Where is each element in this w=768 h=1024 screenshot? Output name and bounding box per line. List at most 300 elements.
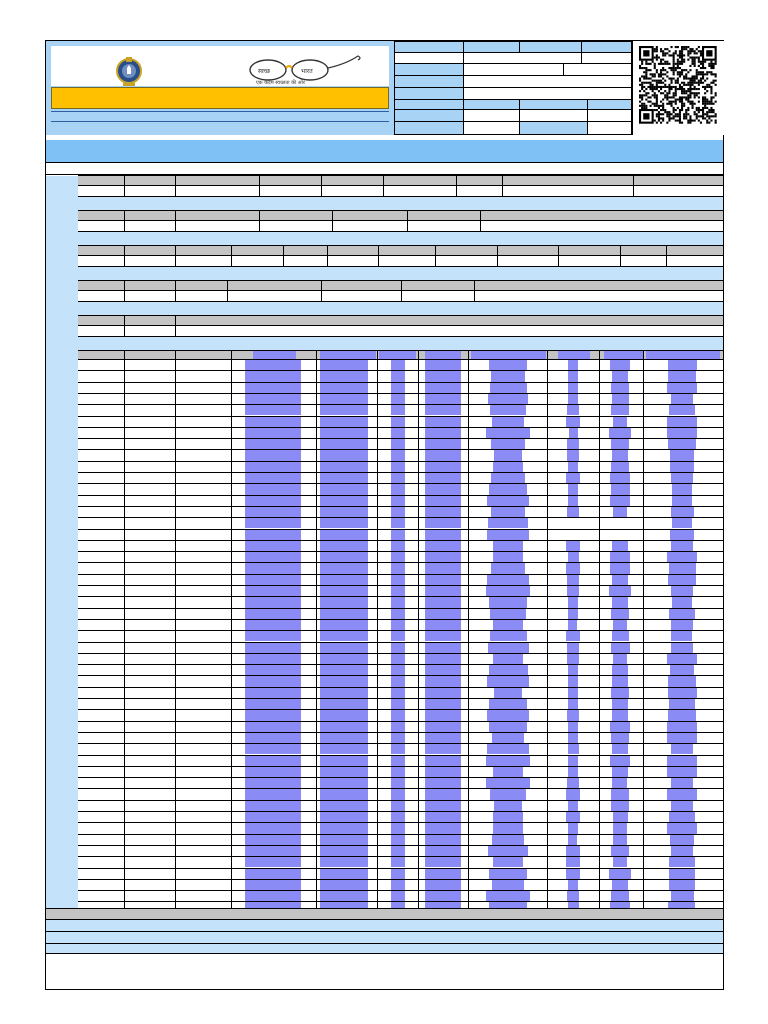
value-bar — [391, 563, 405, 573]
value-bar — [425, 744, 461, 754]
value-bar — [568, 597, 579, 607]
value-bar — [613, 823, 628, 833]
value-bar — [568, 676, 578, 686]
value-bar — [245, 631, 301, 641]
value-bar — [492, 835, 524, 845]
value-bar — [425, 417, 461, 427]
value-bar — [425, 394, 461, 404]
section-spacer — [78, 232, 723, 245]
value-bar — [391, 552, 405, 562]
value-bar — [320, 733, 368, 743]
value-bar — [494, 688, 523, 698]
value-bar — [566, 541, 579, 551]
value-bar — [491, 439, 526, 449]
value-bar — [487, 676, 529, 686]
column-divider — [175, 245, 176, 267]
value-bar — [425, 733, 461, 743]
value-bar — [391, 801, 405, 811]
value-bar — [320, 439, 368, 449]
value-bar — [611, 801, 629, 811]
value-bar — [245, 405, 301, 415]
value-bar — [245, 360, 301, 370]
value-bar — [245, 643, 301, 653]
value-bar — [667, 823, 697, 833]
value-bar — [320, 676, 368, 686]
value-bar — [391, 450, 405, 460]
value-bar — [425, 767, 461, 777]
value-bar — [486, 756, 530, 766]
section-spacer — [78, 302, 723, 315]
value-bar — [567, 891, 578, 901]
value-bar — [611, 484, 630, 494]
swachh-right-text: भारत — [301, 68, 313, 75]
value-bar — [609, 428, 631, 438]
column-divider — [259, 175, 260, 197]
value-bar — [488, 394, 529, 404]
column-divider — [378, 245, 379, 267]
value-bar — [610, 756, 630, 766]
value-bar — [425, 835, 461, 845]
value-bar — [391, 473, 405, 483]
value-bar — [486, 891, 530, 901]
column-divider — [321, 280, 322, 302]
value-bar — [425, 371, 461, 381]
value-bar — [493, 767, 524, 777]
qr-code-icon — [639, 46, 717, 126]
footer-row — [46, 919, 723, 931]
value-bar — [245, 688, 301, 698]
header-bar — [604, 351, 643, 359]
value-bar — [391, 835, 405, 845]
value-bar — [320, 405, 368, 415]
value-bar — [568, 484, 577, 494]
value-bar — [567, 586, 578, 596]
value-bar — [391, 789, 405, 799]
value-bar — [391, 688, 405, 698]
value-bar — [668, 371, 696, 381]
value-bar — [488, 643, 529, 653]
value-bar — [568, 688, 578, 698]
value-bar — [320, 823, 368, 833]
value-bar — [425, 473, 461, 483]
value-bar — [491, 563, 525, 573]
value-bar — [425, 484, 461, 494]
value-bar — [320, 801, 368, 811]
value-bar — [567, 405, 580, 415]
value-bar — [391, 620, 405, 630]
value-bar — [391, 778, 405, 788]
value-bar — [245, 394, 301, 404]
value-bar — [492, 880, 524, 890]
section-title-bar — [46, 140, 723, 162]
footer-row — [46, 931, 723, 943]
value-bar — [320, 394, 368, 404]
value-bar — [320, 609, 368, 619]
value-bar — [320, 507, 368, 517]
value-bar — [613, 654, 627, 664]
value-bar — [494, 801, 523, 811]
value-bar — [425, 597, 461, 607]
value-bar — [245, 857, 301, 867]
value-bar — [320, 654, 368, 664]
swachh-left-text: स्वच्छ — [258, 68, 271, 75]
value-bar — [669, 609, 695, 619]
value-bar — [425, 552, 461, 562]
value-bar — [245, 710, 301, 720]
value-bar — [611, 733, 628, 743]
header-bar — [558, 351, 590, 359]
value-bar — [491, 507, 524, 517]
value-bar — [566, 812, 580, 822]
value-bar — [568, 371, 578, 381]
value-bar — [245, 869, 301, 879]
title-band — [51, 87, 389, 109]
value-bar — [391, 597, 405, 607]
value-bar — [245, 417, 301, 427]
value-bar — [425, 507, 461, 517]
value-bar — [391, 869, 405, 879]
value-bar — [490, 631, 527, 641]
value-bar — [320, 586, 368, 596]
value-bar — [245, 518, 301, 528]
value-bar — [425, 518, 461, 528]
value-bar — [320, 665, 368, 675]
value-bar — [391, 846, 405, 856]
value-bar — [320, 631, 368, 641]
value-bar — [425, 405, 461, 415]
column-divider — [558, 245, 559, 267]
value-bar — [425, 699, 461, 709]
value-bar — [425, 609, 461, 619]
value-bar — [493, 462, 524, 472]
value-bar — [320, 846, 368, 856]
value-bar — [667, 417, 697, 427]
column-divider — [124, 175, 125, 197]
column-divider — [383, 175, 384, 197]
value-bar — [391, 518, 405, 528]
header-bar — [646, 351, 720, 359]
value-bar — [567, 710, 578, 720]
value-bar — [425, 823, 461, 833]
value-bar — [568, 756, 579, 766]
value-bar — [568, 383, 578, 393]
value-bar — [490, 609, 526, 619]
value-bar — [320, 880, 368, 890]
value-bar — [490, 405, 525, 415]
column-divider — [468, 350, 469, 908]
value-bar — [425, 880, 461, 890]
value-bar — [391, 439, 405, 449]
customs-emblem-icon — [111, 53, 147, 89]
value-bar — [613, 835, 628, 845]
value-bar — [320, 643, 368, 653]
value-bar — [320, 575, 368, 585]
value-bar — [391, 676, 405, 686]
column-divider — [480, 210, 481, 232]
value-bar — [391, 371, 405, 381]
value-bar — [245, 563, 301, 573]
value-bar — [669, 857, 695, 867]
value-bar — [245, 541, 301, 551]
section-spacer — [78, 197, 723, 210]
value-bar — [391, 733, 405, 743]
value-bar — [566, 869, 579, 879]
value-bar — [489, 360, 527, 370]
value-bar — [669, 812, 694, 822]
value-bar — [611, 609, 629, 619]
value-bar — [245, 473, 301, 483]
value-bar — [568, 609, 578, 619]
value-bar — [391, 823, 405, 833]
value-bar — [320, 620, 368, 630]
value-bar — [493, 654, 524, 664]
value-bar — [667, 722, 696, 732]
column-divider — [321, 175, 322, 197]
value-bar — [612, 676, 628, 686]
value-bar — [425, 428, 461, 438]
value-bar — [611, 891, 630, 901]
value-bar — [320, 744, 368, 754]
value-bar — [569, 428, 578, 438]
value-bar — [612, 541, 629, 551]
value-bar — [567, 450, 579, 460]
value-bar — [320, 450, 368, 460]
column-divider — [502, 175, 503, 197]
column-divider — [124, 210, 125, 232]
value-bar — [320, 428, 368, 438]
qr-code-panel — [632, 41, 724, 135]
value-bar — [567, 778, 580, 788]
value-bar — [493, 823, 523, 833]
value-bar — [320, 383, 368, 393]
column-divider — [332, 210, 333, 232]
value-bar — [493, 812, 523, 822]
value-bar — [489, 597, 527, 607]
value-bar — [245, 586, 301, 596]
value-bar — [425, 688, 461, 698]
column-divider — [175, 315, 176, 337]
value-bar — [489, 869, 527, 879]
value-bar — [245, 722, 301, 732]
value-bar — [320, 688, 368, 698]
value-bar — [245, 699, 301, 709]
value-bar — [425, 439, 461, 449]
value-bar — [320, 699, 368, 709]
value-bar — [425, 631, 461, 641]
value-bar — [487, 710, 529, 720]
value-bar — [391, 360, 405, 370]
value-bar — [671, 473, 694, 483]
column-divider — [231, 350, 232, 908]
column-divider — [418, 350, 419, 908]
value-bar — [245, 484, 301, 494]
column-divider — [435, 245, 436, 267]
value-bar — [567, 575, 579, 585]
value-bar — [245, 835, 301, 845]
value-bar — [245, 801, 301, 811]
value-bar — [425, 383, 461, 393]
value-bar — [491, 371, 526, 381]
value-bar — [566, 846, 579, 856]
value-bar — [612, 394, 629, 404]
value-bar — [491, 473, 525, 483]
value-bar — [668, 688, 697, 698]
value-bar — [425, 756, 461, 766]
value-bar — [494, 450, 523, 460]
value-bar — [612, 767, 628, 777]
value-bar — [611, 405, 629, 415]
value-bar — [391, 405, 405, 415]
value-bar — [671, 631, 692, 641]
header-bar — [320, 351, 376, 359]
value-bar — [611, 789, 629, 799]
value-bar — [245, 767, 301, 777]
value-bar — [671, 744, 692, 754]
value-bar — [612, 371, 629, 381]
value-bar — [566, 563, 580, 573]
value-bar — [568, 394, 578, 404]
value-bar — [568, 665, 578, 675]
value-bar — [612, 744, 628, 754]
value-bar — [490, 383, 527, 393]
value-bar — [320, 722, 368, 732]
value-bar — [566, 631, 580, 641]
value-bar — [492, 417, 524, 427]
value-bar — [245, 496, 301, 506]
value-bar — [391, 586, 405, 596]
value-bar — [670, 835, 694, 845]
value-bar — [391, 417, 405, 427]
value-bar — [667, 654, 697, 664]
value-bar — [425, 676, 461, 686]
value-bar — [425, 665, 461, 675]
value-bar — [425, 530, 461, 540]
value-bar — [245, 654, 301, 664]
value-bar — [488, 518, 528, 528]
column-divider — [259, 210, 260, 232]
section-spacer — [78, 337, 723, 350]
value-bar — [320, 371, 368, 381]
value-bar — [391, 575, 405, 585]
header-bar — [471, 351, 546, 359]
value-bar — [487, 530, 530, 540]
value-bar — [245, 846, 301, 856]
value-bar — [245, 620, 301, 630]
value-bar — [245, 733, 301, 743]
value-bar — [245, 778, 301, 788]
column-divider — [547, 350, 548, 908]
value-bar — [612, 699, 628, 709]
value-bar — [320, 812, 368, 822]
value-bar — [245, 552, 301, 562]
value-bar — [486, 586, 531, 596]
value-bar — [668, 575, 696, 585]
value-bar — [425, 654, 461, 664]
value-bar — [391, 530, 405, 540]
value-bar — [425, 778, 461, 788]
value-bar — [391, 710, 405, 720]
value-bar — [492, 733, 525, 743]
divider — [46, 162, 723, 163]
value-bar — [610, 496, 631, 506]
value-bar — [613, 857, 628, 867]
value-bar — [611, 643, 630, 653]
value-bar — [671, 507, 694, 517]
header-bar — [425, 351, 461, 359]
column-divider — [666, 245, 667, 267]
value-bar — [391, 812, 405, 822]
value-bar — [568, 801, 578, 811]
divider — [51, 121, 389, 122]
value-bar — [391, 428, 405, 438]
value-bar — [425, 450, 461, 460]
value-bar — [568, 835, 577, 845]
footer-total-row — [46, 908, 723, 919]
value-bar — [493, 620, 523, 630]
value-bar — [671, 620, 693, 630]
value-bar — [391, 484, 405, 494]
value-bar — [320, 756, 368, 766]
header-bar — [379, 351, 416, 359]
column-divider — [175, 280, 176, 302]
column-divider — [497, 245, 498, 267]
side-strip — [46, 176, 78, 908]
value-bar — [612, 880, 629, 890]
value-bar — [245, 744, 301, 754]
value-bar — [425, 857, 461, 867]
value-bar — [391, 609, 405, 619]
value-bar — [612, 597, 629, 607]
value-bar — [670, 665, 694, 675]
metadata-grid — [394, 41, 632, 135]
value-bar — [669, 563, 696, 573]
column-divider — [401, 280, 402, 302]
value-bar — [612, 665, 628, 675]
value-bar — [667, 756, 697, 766]
value-bar — [245, 530, 301, 540]
column-divider — [377, 350, 378, 908]
value-bar — [487, 575, 530, 585]
value-bar — [486, 428, 530, 438]
value-bar — [611, 846, 629, 856]
value-bar — [245, 789, 301, 799]
value-bar — [391, 857, 405, 867]
value-bar — [320, 891, 368, 901]
column-divider — [175, 350, 176, 908]
value-bar — [568, 767, 578, 777]
value-bar — [489, 722, 528, 732]
value-bar — [668, 439, 695, 449]
value-bar — [391, 462, 405, 472]
value-bar — [425, 722, 461, 732]
value-bar — [568, 823, 578, 833]
value-bar — [612, 778, 627, 788]
value-bar — [486, 778, 531, 788]
value-bar — [611, 688, 629, 698]
value-bar — [493, 552, 524, 562]
value-bar — [320, 541, 368, 551]
value-bar — [320, 778, 368, 788]
value-bar — [391, 631, 405, 641]
value-bar — [320, 530, 368, 540]
value-bar — [489, 665, 528, 675]
value-bar — [320, 869, 368, 879]
value-bar — [391, 541, 405, 551]
value-bar — [391, 394, 405, 404]
value-bar — [671, 541, 693, 551]
column-divider — [124, 280, 125, 302]
column-divider — [407, 210, 408, 232]
